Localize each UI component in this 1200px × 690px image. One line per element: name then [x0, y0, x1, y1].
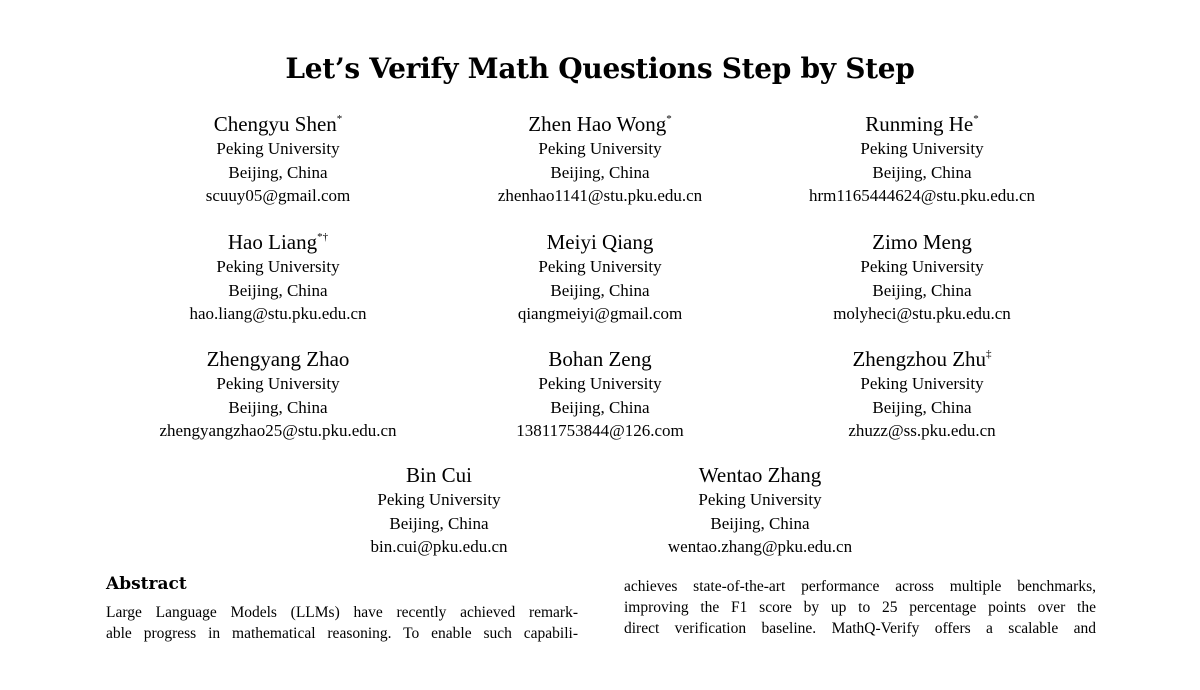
author-card: [430, 111, 770, 208]
author-email: zhuzz@ss.pku.edu.cn: [848, 421, 996, 440]
author-footnote-mark: *: [666, 113, 672, 125]
abstract-right-column: [624, 576, 1096, 639]
author-affiliation: Peking University: [216, 257, 340, 276]
author-email: zhenhao1141@stu.pku.edu.cn: [497, 186, 703, 205]
author-email: qiangmeiyi@gmail.com: [517, 304, 683, 323]
author-location: Beijing, China: [228, 397, 328, 417]
author-location: Beijing, China: [550, 162, 650, 182]
author-card: [430, 346, 770, 443]
author-email: hrm1165444624@stu.pku.edu.cn: [808, 186, 1036, 205]
author-name: Bohan Zeng: [548, 347, 652, 371]
author-card: [108, 111, 448, 208]
author-footnote-mark: *: [336, 113, 343, 125]
author-affiliation: Peking University: [216, 139, 340, 158]
author-name: Runming He*: [865, 112, 979, 136]
author-card: [590, 462, 930, 559]
author-location: Beijing, China: [550, 280, 650, 300]
author-affiliation: Peking University: [860, 139, 984, 158]
author-email: bin.cui@pku.edu.cn: [370, 537, 508, 556]
author-location: Beijing, China: [228, 162, 328, 182]
author-location: Beijing, China: [872, 397, 972, 417]
author-card: [752, 229, 1092, 326]
author-name: Bin Cui: [406, 463, 472, 487]
author-footnote-mark: ‡: [986, 348, 992, 360]
author-email: wentao.zhang@pku.edu.cn: [667, 537, 853, 556]
author-affiliation: Peking University: [216, 374, 340, 393]
abstract-heading: Abstract: [106, 574, 187, 594]
abstract-line: achieves state-of-the-art performance across multiple benchmarks,: [624, 578, 1096, 595]
author-affiliation: Peking University: [538, 257, 662, 276]
author-name: Zhengyang Zhao: [206, 347, 350, 371]
author-email: zhengyangzhao25@stu.pku.edu.cn: [159, 421, 397, 440]
author-card: [269, 462, 609, 559]
author-email: scuuy05@gmail.com: [205, 186, 351, 205]
author-footnote-mark: *: [973, 113, 979, 125]
abstract-line: able progress in mathematical reasoning. To enable such capabili-: [106, 625, 578, 642]
author-name: Zhengzhou Zhu‡: [852, 347, 992, 371]
author-affiliation: Peking University: [860, 257, 984, 276]
author-card: [108, 229, 448, 326]
author-location: Beijing, China: [710, 513, 810, 533]
paper-title: Let’s Verify Math Questions Step by Step: [285, 52, 915, 85]
author-location: Beijing, China: [550, 397, 650, 417]
abstract-line: improving the F1 score by up to 25 percentage points over the: [624, 599, 1096, 616]
author-card: [430, 229, 770, 326]
author-name: Meiyi Qiang: [546, 230, 654, 254]
author-name: Hao Liang*†: [227, 230, 329, 254]
author-affiliation: Peking University: [698, 490, 822, 509]
author-email: hao.liang@stu.pku.edu.cn: [189, 304, 367, 323]
author-name: Chengyu Shen*: [213, 112, 343, 136]
abstract-line: direct verification baseline. MathQ-Verify offers a scalable and: [624, 620, 1096, 637]
arxiv-sidebar-stamp: [26, 0, 86, 648]
author-name: Zhen Hao Wong*: [528, 112, 672, 136]
author-location: Beijing, China: [872, 162, 972, 182]
author-location: Beijing, China: [389, 513, 489, 533]
author-affiliation: Peking University: [860, 374, 984, 393]
abstract-left-column: [106, 602, 578, 644]
author-affiliation: Peking University: [538, 374, 662, 393]
author-footnote-mark: *†: [317, 231, 329, 243]
author-email: 13811753844@126.com: [516, 421, 684, 440]
author-card: [752, 111, 1092, 208]
author-affiliation: Peking University: [538, 139, 662, 158]
author-name: Zimo Meng: [872, 230, 972, 254]
author-card: [108, 346, 448, 443]
abstract-line: Large Language Models (LLMs) have recently achieved remark-: [106, 604, 578, 621]
author-name: Wentao Zhang: [698, 463, 822, 487]
author-card: [752, 346, 1092, 443]
author-email: molyheci@stu.pku.edu.cn: [833, 304, 1011, 323]
author-location: Beijing, China: [228, 280, 328, 300]
author-location: Beijing, China: [872, 280, 972, 300]
author-affiliation: Peking University: [377, 490, 501, 509]
